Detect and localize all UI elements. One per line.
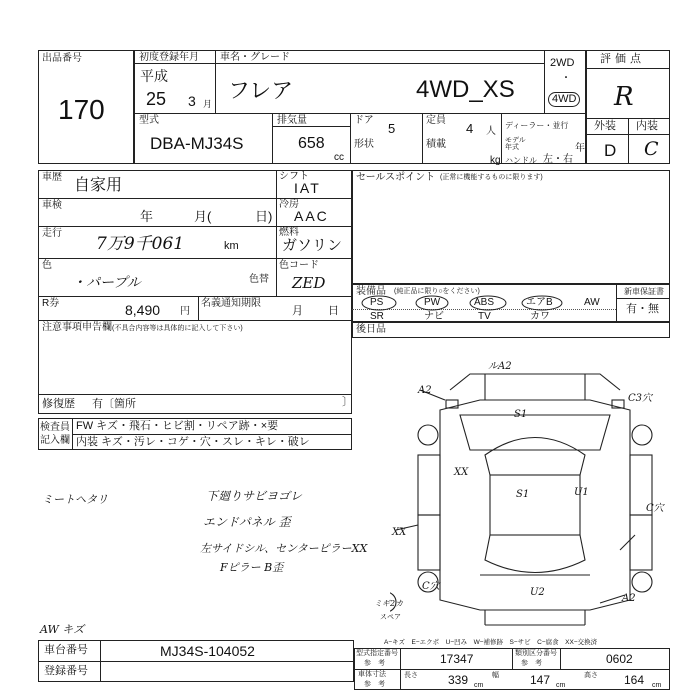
equipment-circle-marks [352,284,670,322]
year-unit: 年 [575,143,585,154]
width-unit: cm [556,682,566,689]
handle-value: 左・右 [543,154,573,165]
registration-month: 3 [188,93,196,109]
color-change-label: 色替 [249,274,269,285]
equipment-label: 装備品 [356,286,386,297]
car-grade: 4WD_XS [416,76,515,103]
designation-label-2: 参 考 [364,660,385,667]
equip-sr: SR [370,311,384,322]
color-code-label: 色コード [279,260,319,271]
height-label: 高さ [584,672,598,679]
inspection-day: 日) [255,209,273,224]
length-unit: cm [474,682,484,689]
tax-notice-label: 名義通知期限 [201,298,261,309]
dmg-label-fr: C3穴 [628,393,653,404]
category-label-2: 参 考 [521,660,542,667]
remark-underbody: 下廻りサビヨゴレ [206,489,303,503]
notes-label: 注意事項申告欄 [42,322,112,333]
spare-label: スペア [380,614,401,621]
drive-dot: ・ [561,73,571,84]
dmg-label-rr: A2 [622,593,636,604]
delivery-box [352,322,670,338]
dmg-label-roof: S1 [516,489,530,500]
category-label: 類別区分番号 [515,650,557,657]
category-value: 0602 [606,652,633,666]
eval-label: 評価点 [600,53,645,65]
checker-row-2: 内装 キズ・汚レ・コゲ・穴・スレ・キレ・破レ [76,436,310,448]
exterior-label: 外装 [594,120,616,132]
equip-ps: PS [370,297,384,308]
dmg-label-lhole: C穴 [422,581,440,592]
registration-era: 平成 [140,68,168,84]
info-box [38,170,352,414]
inspection-month: 月( [194,209,212,224]
repair-label: 修復歴 [42,398,75,410]
fuel-label: 燃料 [279,227,299,238]
drive-4wd: 4WD [548,92,580,107]
registration-year: 25 [146,89,167,109]
chassis-label: 車台番号 [44,644,88,656]
sales-box [352,170,670,284]
height-value: 164 [624,673,645,687]
dmg-label-fl: A2 [418,385,432,396]
equip-leather: カワ [530,311,550,322]
dmg-label-spare: ミギ2カ [374,599,404,608]
interior-grade: C [644,138,659,160]
designation-label: 型式指定番号 [356,650,398,657]
lot-label: 出品番号 [42,53,82,64]
equip-navi: ナビ [424,311,444,322]
delivery-label: 後日品 [356,324,386,335]
mileage-unit: km [224,240,239,252]
doors-label: ドア [354,115,374,126]
repair-close: 〕 [342,396,353,408]
drive-2wd: 2WD [550,57,575,69]
checker-label-2: 記入欄 [40,435,70,446]
registration-label: 初度登録年月 [139,52,199,63]
equip-abs: ABS [474,297,495,308]
displacement-unit: cc [334,152,344,163]
exterior-grade: D [604,141,617,160]
equip-airbag: エアB [526,297,553,308]
capacity-label: 定員 [426,115,446,126]
chassis-value: MJ34S-104052 [160,643,255,659]
capacity-value: 4 [466,121,474,136]
equip-tv: TV [478,311,491,322]
handle-label: ハンドル [505,156,537,165]
capacity-unit: 人 [486,126,496,137]
lot-number: 170 [58,94,105,125]
sales-point-label: セールスポイント [356,172,436,183]
remark-f-pillar: Fピラー B歪 [220,561,284,574]
recycle-value: 8,490 [125,302,161,318]
dmg-label-top: ルA2 [488,361,512,372]
plate-label: 登録番号 [44,665,88,677]
equip-aw: AW [584,297,600,308]
model-value: DBA-MJ34S [150,134,244,153]
recycle-label: R券 [42,298,60,309]
shape-label: 形状 [354,139,374,150]
displacement-label: 排気量 [277,115,307,126]
remark-seat: ミートヘタリ [42,493,108,506]
shift-label: シフト [279,171,309,182]
registration-month-unit: 月 [203,99,213,109]
color-code-value: ZED [292,274,326,292]
dmg-label-rear: U2 [530,587,545,598]
eval-score: R [614,82,634,112]
interior-label: 内装 [636,120,658,132]
load-unit: kg [490,155,501,166]
length-value: 339 [448,673,469,687]
tax-notice-month: 月 [292,305,303,317]
dims-label: 車体寸法 [358,671,386,678]
car-name: フレア [228,78,294,103]
load-label: 積載 [426,139,446,150]
width-label: 幅 [492,672,499,679]
dmg-label-lxx: XX [454,467,469,478]
designation-value: 17347 [440,652,474,666]
repair-value: 有〔箇所 [92,398,136,410]
equipment-note: (純正品に限り○をください) [394,288,480,295]
tax-notice-day: 日 [328,305,339,317]
history-value: 自家用 [74,177,123,194]
shift-value: IAT [294,180,321,196]
notes-sub: (不具合内容等は具体的に記入して下さい) [112,325,243,332]
checker-row-1: FW キズ・飛石・ヒビ割・リペア跡・×要 [76,420,279,432]
inspection-label: 車検 [42,200,62,211]
damage-legend: A−キズ E−エクボ U−凹み W−補修跡 S−サビ C−腐食 XX−交換済 [384,639,598,646]
ac-value: AAC [294,208,329,224]
ac-label: 冷房 [279,199,299,210]
dmg-label-lxx2: XX [392,527,407,538]
warranty-value: 有・無 [626,303,659,315]
color-value: ・パープル [72,275,141,291]
sales-point-note: (正常に機能するものに限ります) [440,174,543,181]
color-label: 色 [42,260,52,271]
remark-aw: AW キズ [40,623,85,636]
fuel-value: ガソリン [282,237,343,254]
history-label: 車歴 [42,172,62,183]
checker-label-1: 検査員 [40,422,70,433]
mileage-value: 7万9千061 [96,234,185,254]
remark-end-panel: エンドパネル 歪 [203,515,291,529]
dims-label-2: 参 考 [364,681,385,688]
displacement-value: 658 [298,135,325,152]
height-unit: cm [652,682,662,689]
recycle-unit: 円 [180,306,190,317]
dmg-label-hood: S1 [514,409,528,420]
inspection-year: 年 [140,209,154,224]
remark-side-sill: 左サイドシル、センターピラーXX [200,542,368,555]
doors-value: 5 [388,121,396,136]
dmg-label-rdoor: U1 [574,487,589,498]
mileage-label: 走行 [42,228,62,239]
car-label: 車名・グレード [220,52,290,63]
model-label: 型式 [139,115,159,126]
dealer-label: ディーラー・並行 [505,121,569,130]
warranty-label: 新車保証書 [624,287,664,296]
width-value: 147 [530,673,551,687]
dmg-label-rside: C穴 [646,503,664,514]
length-label: 長さ [404,672,418,679]
model-year-label: モデル 年式 [505,137,526,151]
equip-pw: PW [424,297,441,308]
